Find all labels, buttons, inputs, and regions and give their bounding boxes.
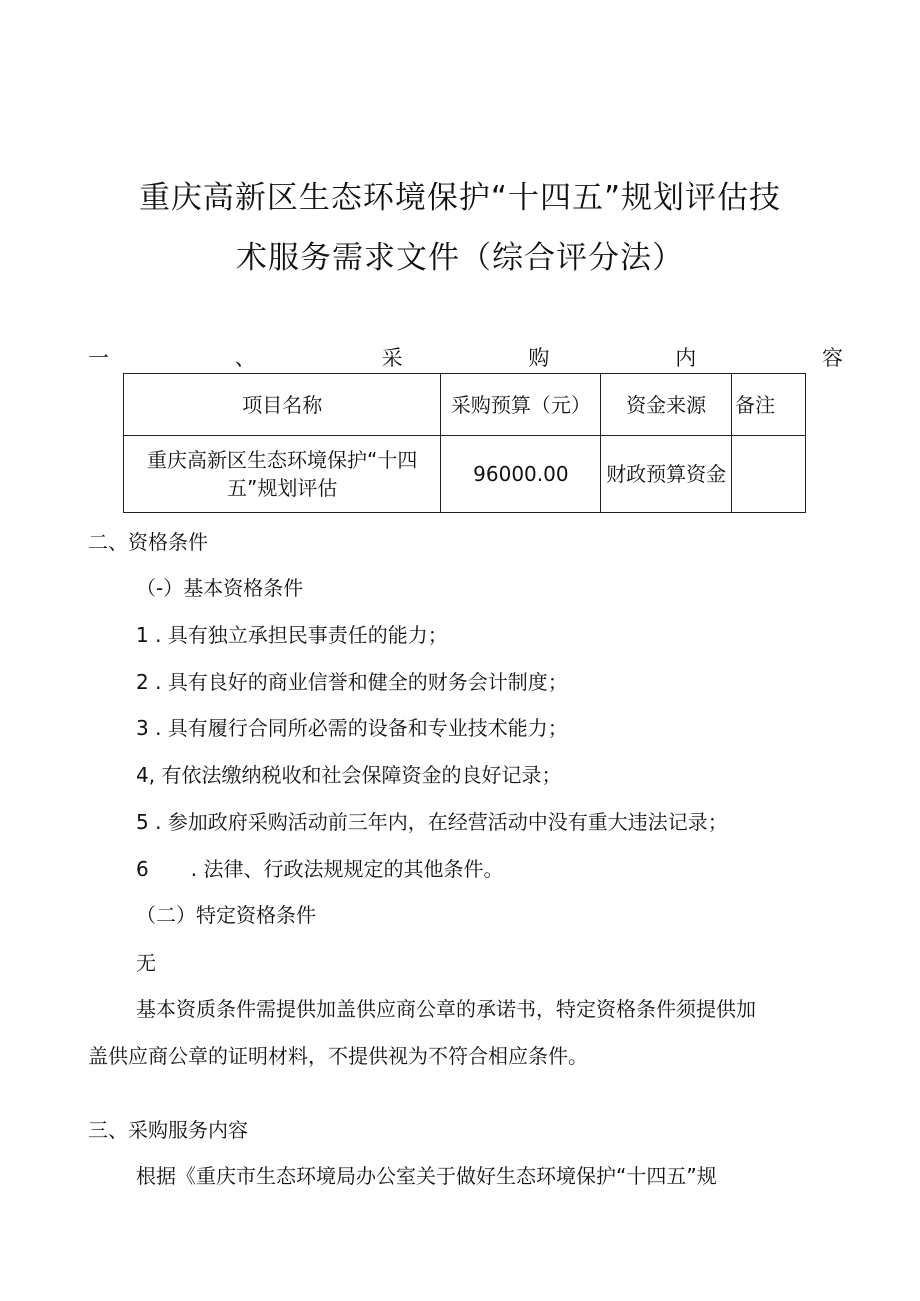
qualification-item-6 <box>136 854 503 884</box>
section-three-heading: 三、采购服务内容 <box>88 1118 248 1142</box>
qualification-item: 4, 有依法缴纳税收和社会保障资金的良好记录； <box>136 763 562 787</box>
qualification-item: 5 . 参加政府采购活动前三年内，在经营活动中没有重大违法记录； <box>136 810 728 834</box>
section-two-heading: 二、资格条件 <box>88 530 208 554</box>
table-header-cell: 备注 <box>732 374 806 436</box>
section-one-char: 容 <box>821 346 843 370</box>
item-text: . 法律、行政法规规定的其他条件。 <box>190 857 504 881</box>
fund-source-cell: 财政预算资金 <box>601 436 732 513</box>
table-row <box>124 436 806 513</box>
section-one-char: 购 <box>528 346 550 370</box>
section-three-paragraph: 根据《重庆市生态环境局办公室关于做好生态环境保护“十四五”规 <box>136 1164 717 1188</box>
budget-cell: 96000.00 <box>441 436 601 513</box>
qualification-item: 1 . 具有独立承担民事责任的能力； <box>136 623 448 647</box>
document-title-line-1: 重庆高新区生态环境保护“十四五”规划评估技 <box>138 180 782 216</box>
table-header-cell: 项目名称 <box>124 374 441 436</box>
section-one-heading <box>88 344 843 372</box>
specific-qualification-value: 无 <box>136 951 156 975</box>
qualification-note-line-1: 基本资质条件需提供加盖供应商公章的承诺书，特定资格条件须提供加 <box>136 997 756 1021</box>
specific-qualification-heading: （二）特定资格条件 <box>136 903 316 927</box>
section-one-char: 、 <box>234 346 256 370</box>
table-header-cell: 资金来源 <box>601 374 732 436</box>
table-header-row <box>124 374 806 436</box>
document-title-line-2: 术服务需求文件（综合评分法） <box>236 240 684 276</box>
section-one-char: 内 <box>675 346 697 370</box>
item-number: 6 <box>136 857 149 881</box>
qualification-item: 3 . 具有履行合同所必需的设备和专业技术能力； <box>136 716 568 740</box>
note-cell <box>732 436 806 513</box>
qualification-item: 2 . 具有良好的商业信誉和健全的财务会计制度； <box>136 670 568 694</box>
table-header-cell: 采购预算（元） <box>441 374 601 436</box>
section-one-char: 采 <box>381 346 403 370</box>
section-one-char: 一 <box>88 346 109 370</box>
project-name-cell: 重庆高新区生态环境保护“十四五”规划评估 <box>124 436 441 513</box>
basic-qualification-heading: （-）基本资格条件 <box>136 576 304 600</box>
procurement-table <box>123 373 806 513</box>
qualification-note-line-2: 盖供应商公章的证明材料，不提供视为不符合相应条件。 <box>88 1044 588 1068</box>
